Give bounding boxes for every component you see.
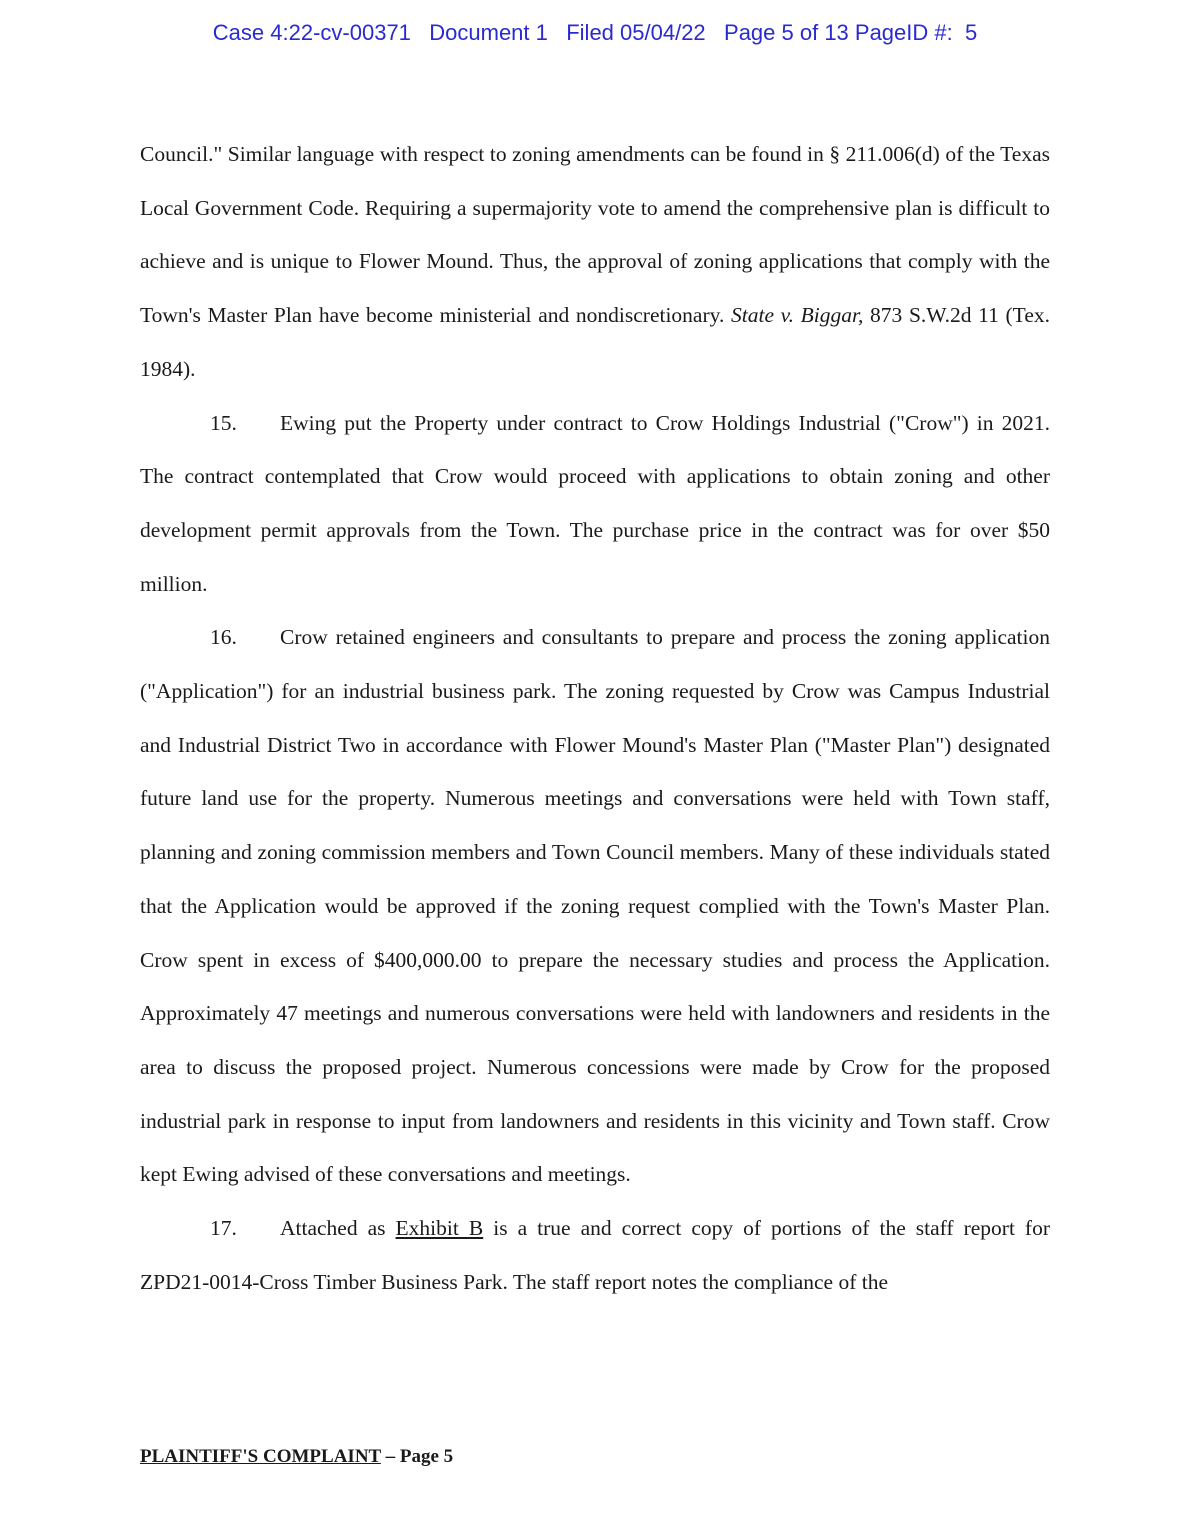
- exhibit-reference: Exhibit B: [395, 1216, 484, 1241]
- paragraph-text: is a true and correct copy of portions of the staff report for ZPD21-0014-Cross Timber Business Park. The staff report notes the compliance of the: [140, 1216, 1051, 1294]
- document-body: [140, 128, 1050, 1309]
- case-citation: State v. Biggar,: [731, 303, 864, 328]
- case-number: Case 4:22-cv-00371: [212, 20, 411, 45]
- footer-page: – Page 5: [380, 1446, 454, 1467]
- page-footer: [140, 1446, 453, 1468]
- paragraph-16: [140, 611, 1050, 1202]
- paragraph-text: Ewing put the Property under contract to Crow Holdings Industrial ("Crow") in 2021. The contract contemplated that Crow would proceed with applications to obtain zoning and other development permit approvals from the Town. The purchase price in the contract was for over $50 million.: [140, 410, 1050, 596]
- footer-title: PLAINTIFF'S COMPLAINT: [140, 1446, 381, 1467]
- paragraph-17: [140, 1202, 1050, 1309]
- paragraph-15: [140, 397, 1050, 612]
- page-info: Page 5 of 13 PageID #: 5: [724, 20, 978, 45]
- paragraph-number: 16.: [210, 625, 237, 650]
- paragraph-number: 15.: [210, 410, 237, 435]
- filed-date: Filed 05/04/22: [566, 20, 706, 45]
- ecf-header: [0, 20, 1190, 46]
- paragraph-text: Council." Similar language with respect to zoning amendments can be found in § 211.006(d) of the Texas Local Government Code. Requiring a supermajority vote to amend the comprehensive plan is difficult to achieve and is unique to Flower Mound. Thus, the approval of zoning applications that comply with the Town's Master Plan have become ministerial and nondiscretionary.: [140, 142, 1050, 328]
- paragraph-text: Crow retained engineers and consultants to prepare and process the zoning application ("Application") for an industrial business park. The zoning requested by Crow was Campus Industrial and Industrial District Two in accordance with Flower Mound's Master Plan ("Master Plan") designated future land use for the property. Numerous meetings and conversations were held with Town staff, planning and zoning commission members and Town Council members. Many of these individuals stated that the Application would be approved if the zoning request complied with the Town's Master Plan. Crow spent in excess of $400,000.00 to prepare the necessary studies and process the Application. Approximately 47 meetings and numerous conversations were held with landowners and residents in the area to discuss the proposed project. Numerous concessions were made by Crow for the proposed industrial park in response to input from landowners and residents in this vicinity and Town staff. Crow kept Ewing advised of these conversations and meetings.: [140, 625, 1050, 1187]
- paragraph-14-continued: [140, 128, 1050, 397]
- paragraph-text: 873 S.W.2d 11 (Tex. 1984).: [140, 303, 1050, 381]
- paragraph-number: 17.: [210, 1216, 237, 1241]
- document-number: Document 1: [429, 20, 548, 45]
- paragraph-text: Attached as: [280, 1216, 396, 1241]
